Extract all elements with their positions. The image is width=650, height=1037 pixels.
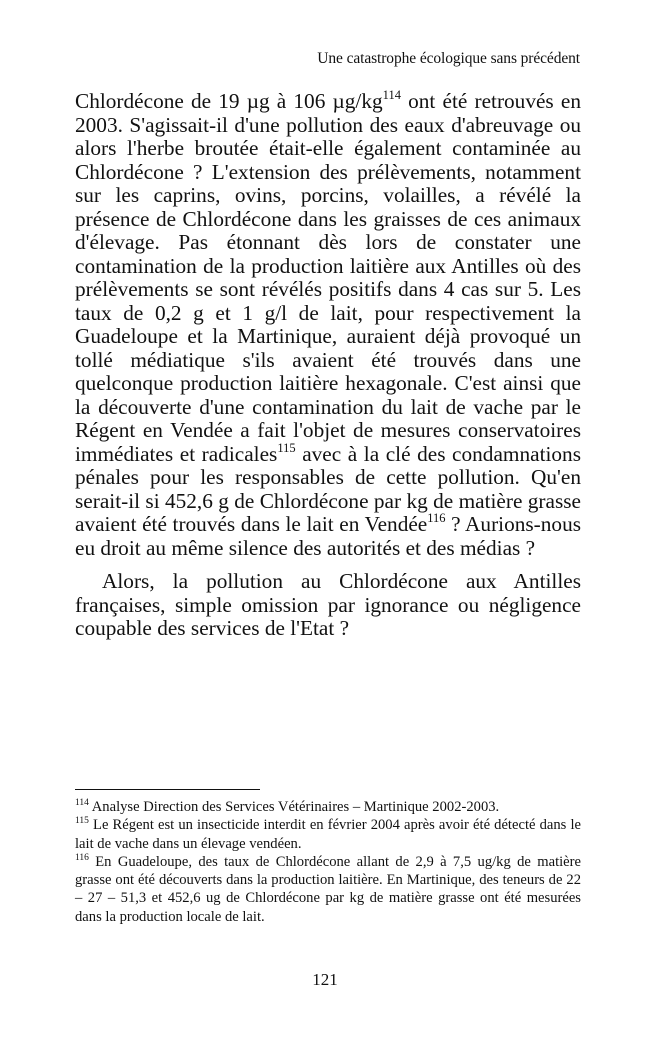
paragraph-1 [75, 90, 581, 560]
footnote-ref-114: 114 [382, 88, 401, 102]
footnote-number: 114 [75, 798, 89, 808]
footnote-ref-115: 115 [277, 440, 296, 455]
running-head: Une catastrophe écologique sans précédent [317, 50, 580, 67]
footnote-number: 116 [75, 852, 89, 863]
footnote-115 [75, 816, 581, 853]
footnote-114 [75, 798, 581, 816]
footnote-divider [75, 789, 260, 790]
paragraph-text: Chlordécone de 19 µg à 106 µg/kg [75, 89, 383, 113]
footnote-ref-116: 116 [427, 511, 446, 525]
paragraph-text: ont été retrouvés en 2003. S'agissait-il d'une pollution des eaux d'abreuvage ou alors l'herbe broutée était-elle également contaminée au Chlordécone ? L'extension des prélèvements, notamment sur les caprins, ovins, porcins, volailles, a révélé la présence de Chlordécone dans les graisses de ces animaux d'élevage. Pas étonnant dès lors de constater une contamination de la production laitière aux Antilles où des prélèvements se sont révélés positifs dans 4 cas sur 5. Les taux de 0,2 g et 1 g/l de lait, pour respectivement la Guadeloupe et la Martinique, auraient déjà provoqué un tollé médiatique s'ils avaient été trouvés dans une quelconque production laitière hexagonale. C'est ainsi que la découverte d'une contamination du lait de vache par le Régent en Vendée a fait l'objet de mesures conservatoires immédiates et radicales [75, 89, 581, 466]
paragraph-text: avec à la clé des condamnations pénales pour les responsables de cette pollution. Qu'en serait-il si 452,6 g de Chlordécone par kg de matière grasse avaient été trouvés dans le lait en Vendée [75, 441, 581, 536]
paragraph-2: Alors, la pollution au Chlordécone aux Antilles françaises, simple omission par ignorance ou négligence coupable des services de l'Etat ? [75, 569, 581, 640]
paragraph-text: ? Aurions-nous eu droit au même silence des autorités et des médias ? [75, 512, 582, 560]
footnote-116 [75, 853, 581, 926]
footnote-text: Le Régent est un insecticide interdit en février 2004 après avoir été détecté dans le lait de vache dans un élevage vendéen. [75, 817, 581, 852]
main-text [75, 90, 581, 641]
footnotes [75, 798, 581, 926]
page-number: 121 [312, 970, 338, 989]
footnote-text: En Guadeloupe, des taux de Chlordécone allant de 2,9 à 7,5 ug/kg de matière grasse ont été découverts dans la production laitière. En Martinique, des teneurs de 22 – 27 – 51,3 et 452,6 ug de Chlordécone par kg de matière grasse ont été mesurées dans la production locale de lait. [75, 853, 581, 925]
footnote-text: Analyse Direction des Services Vétérinaires – Martinique 2002-2003. [88, 799, 500, 815]
footnote-number: 115 [75, 816, 89, 827]
